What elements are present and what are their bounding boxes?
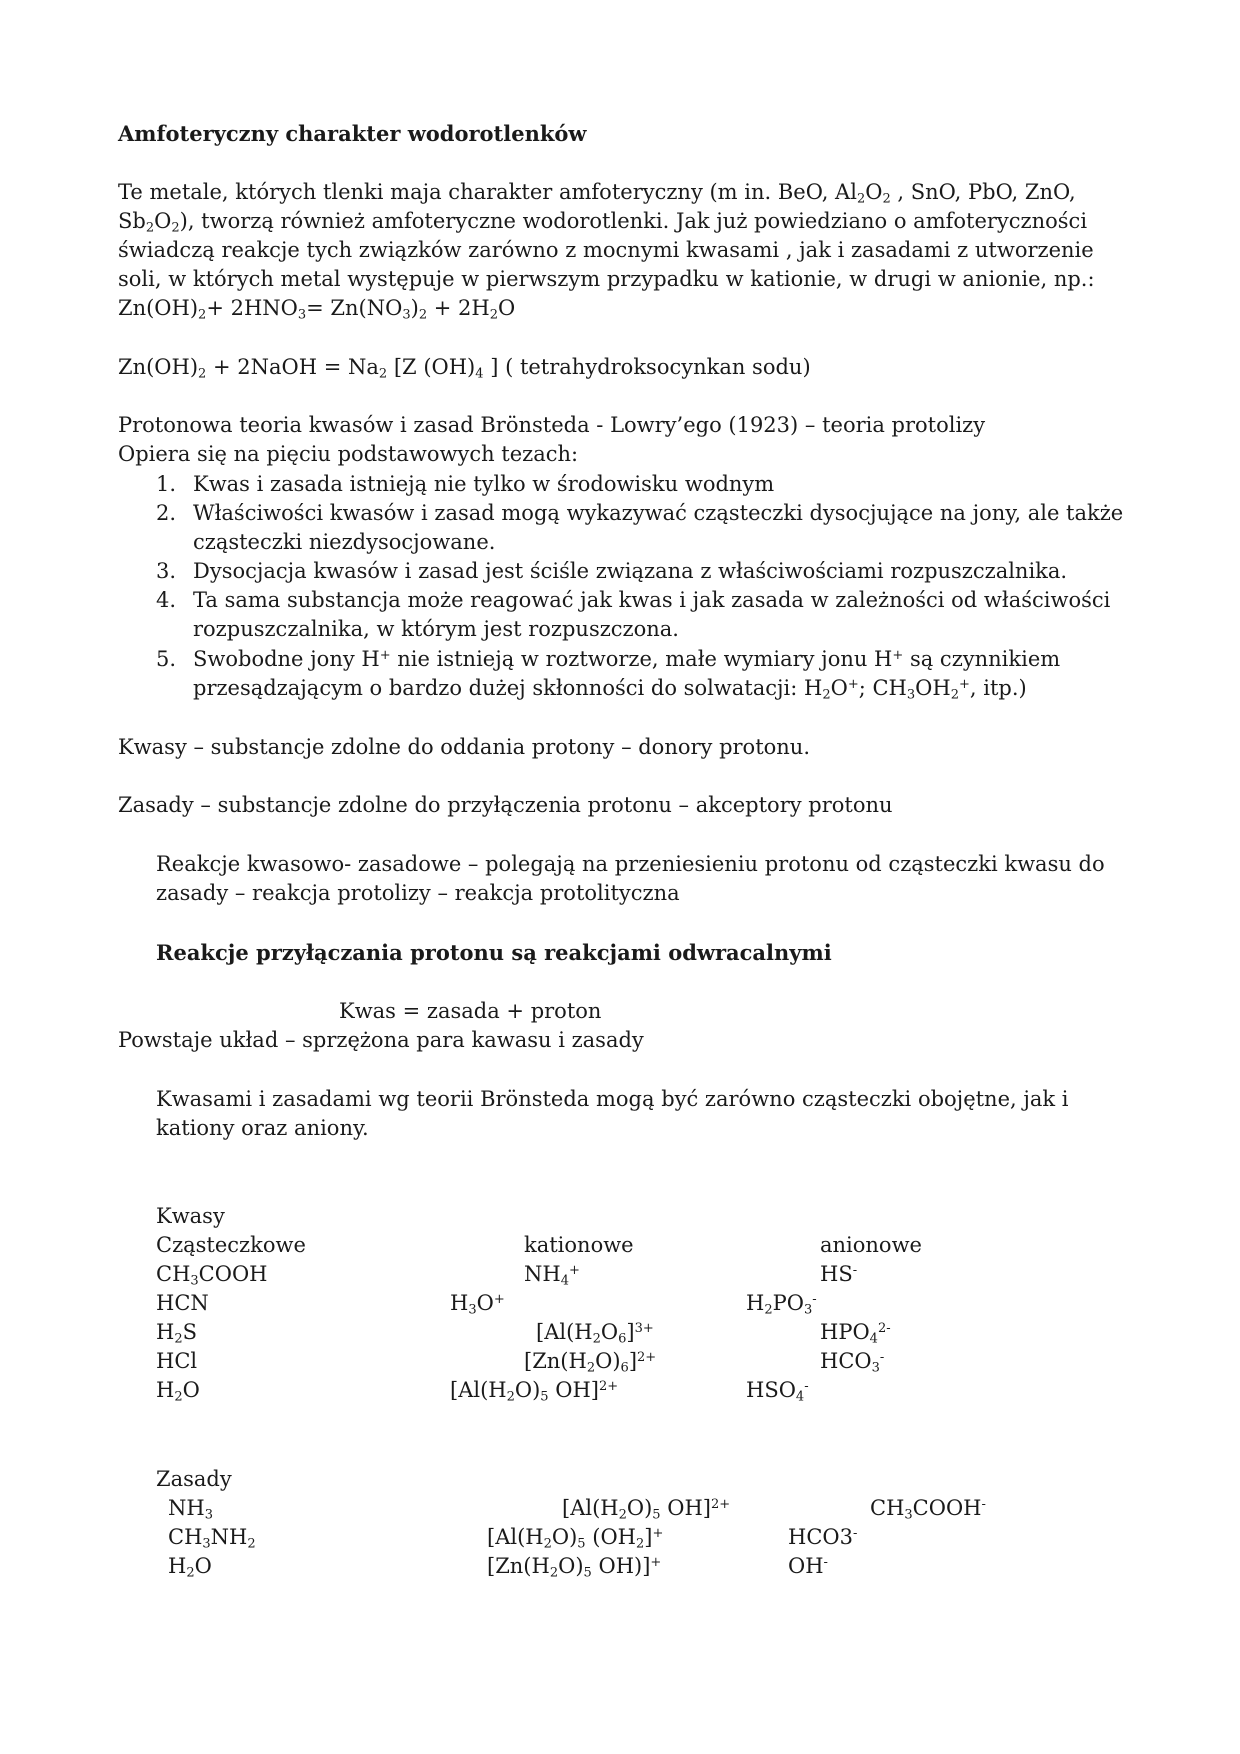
table-cell: [$Al(H_2O_6]^{3+}$: [536, 1320, 654, 1347]
reaction-acid: $Zn(OH)_2+ 2HNO_3= Zn(NO_3)_2 + 2H_2O$: [118, 296, 516, 323]
bronsted-line: kationy oraz aniony.: [156, 1116, 369, 1140]
reaction-definition-line: Reakcje kwasowo- zasadowe – polegają na przeniesieniu protonu od cząsteczki kwasu do: [156, 852, 1105, 876]
theory-intro: Opiera się na pięciu podstawowych tezach:: [118, 442, 579, 466]
table-cell: $H_2O$: [156, 1378, 200, 1405]
intro-line: soli, w których metal występuje w pierwszym przypadku w kationie, w drugi w anionie, np.:: [118, 267, 1095, 291]
list-number: 5.: [156, 647, 177, 671]
acids-definition: Kwasy – substancje zdolne do oddania protony – donory protonu.: [118, 735, 811, 759]
reaction-base: $Zn(OH)_2$ + 2NaOH = $Na_2$ [Z $(OH)_4$ ] ( tetrahydroksocynkan sodu): [118, 355, 811, 382]
table-cell: OH-: [788, 1554, 828, 1578]
table-cell: $[Zn(H_2O)_6]^{2+}$: [524, 1349, 657, 1376]
column-header-cationic: kationowe: [524, 1233, 634, 1257]
column-header-anionic: anionowe: [820, 1233, 922, 1257]
table-cell: HCl: [156, 1349, 198, 1373]
table-cell: $H_2O$: [168, 1554, 212, 1581]
table-cell: HCN: [156, 1291, 209, 1315]
table-cell: HCO3-: [788, 1525, 858, 1549]
list-number: 1.: [156, 472, 177, 496]
column-header-molecular: Cząsteczkowe: [156, 1233, 306, 1257]
list-item: Kwas i zasada istnieją nie tylko w środowisku wodnym: [193, 472, 775, 496]
conjugate-pair: Powstaje układ – sprzężona para kawasu i zasady: [118, 1028, 644, 1052]
table-cell: [$Al(H_2O)_5$ OH]$^{2+}$: [562, 1496, 731, 1523]
list-item: Ta sama substancja może reagować jak kwas i jak zasada w zależności od właściwości: [193, 588, 1111, 612]
list-item: Dysocjacja kwasów i zasad jest ściśle związana z właściwościami rozpuszczalnika.: [193, 559, 1068, 583]
table-cell: $CH_3NH_2$: [168, 1525, 256, 1552]
intro-line: Te metale, których tlenki maja charakter amfoteryczny (m in. BeO, $Al_2O_2$ , SnO, PbO, ZnO,: [118, 180, 1076, 207]
table-cell: $NH_3$: [168, 1496, 213, 1523]
list-number: 3.: [156, 559, 177, 583]
reversible-heading: Reakcje przyłączania protonu są reakcjami odwracalnymi: [156, 940, 832, 965]
table-cell: $H_2S$: [156, 1320, 197, 1347]
table-cell: $CH_3COOH^-$: [870, 1496, 986, 1523]
table-cell: HS-: [820, 1262, 858, 1286]
list-item-continuation: cząsteczki niezdysocjowane.: [193, 530, 496, 554]
table-cell: $HCO_3^-$: [820, 1349, 885, 1376]
list-item: Właściwości kwasów i zasad mogą wykazywać cząsteczki dysocjujące na jony, ale także: [193, 501, 1124, 525]
table-cell: $HPO_4^{2-}$: [820, 1320, 891, 1347]
list-item-continuation: rozpuszczalnika, w którym jest rozpuszczona.: [193, 617, 679, 641]
table-cell: [$Al(H_2O)_5$ OH]$^{2+}$: [450, 1378, 619, 1405]
theory-heading: Protonowa teoria kwasów i zasad Brönsteda - Lowry’ego (1923) – teoria protolizy: [118, 413, 986, 437]
table-cell: $H_3O^+$: [450, 1291, 505, 1318]
bases-label: Zasady: [156, 1467, 232, 1491]
table-cell: $HSO_4^-$: [746, 1378, 809, 1405]
list-number: 2.: [156, 501, 177, 525]
document-title: Amfoteryczny charakter wodorotlenków: [118, 121, 587, 146]
table-cell: $H_2PO_3^-$: [746, 1291, 817, 1318]
table-cell: [$Zn(H_2O)_5$ OH)]+: [487, 1554, 662, 1581]
list-number: 4.: [156, 588, 177, 612]
list-item: Swobodne jony H+ nie istnieją w roztworze, małe wymiary jonu H+ są czynnikiem: [193, 647, 1061, 671]
table-cell: [$Al(H_2O)_5$ $(OH_2]^+$: [487, 1525, 664, 1552]
intro-line: świadczą reakcje tych związków zarówno z mocnymi kwasami , jak i zasadami z utworzenie: [118, 238, 1094, 262]
bronsted-line: Kwasami i zasadami wg teorii Brönsteda mogą być zarówno cząsteczki obojętne, jak i: [156, 1087, 1069, 1111]
bases-definition: Zasady – substancje zdolne do przyłączenia protonu – akceptory protonu: [118, 793, 893, 817]
reaction-definition-line: zasady – reakcja protolizy – reakcja protolityczna: [156, 881, 680, 905]
list-item-continuation: przesądzającym o bardzo dużej skłonności do solwatacji: $H_2O^+$; $CH_3OH_2^+$, itp.): [193, 676, 1027, 703]
table-cell: $CH_3COOH$: [156, 1262, 268, 1289]
equation: Kwas = zasada + proton: [339, 999, 602, 1023]
intro-line: $Sb_2O_2$), tworzą również amfoteryczne wodorotlenki. Jak już powiedziano o amfoteryczności: [118, 209, 1088, 236]
acids-label: Kwasy: [156, 1204, 225, 1228]
table-cell: $NH_4^+$: [524, 1262, 580, 1289]
